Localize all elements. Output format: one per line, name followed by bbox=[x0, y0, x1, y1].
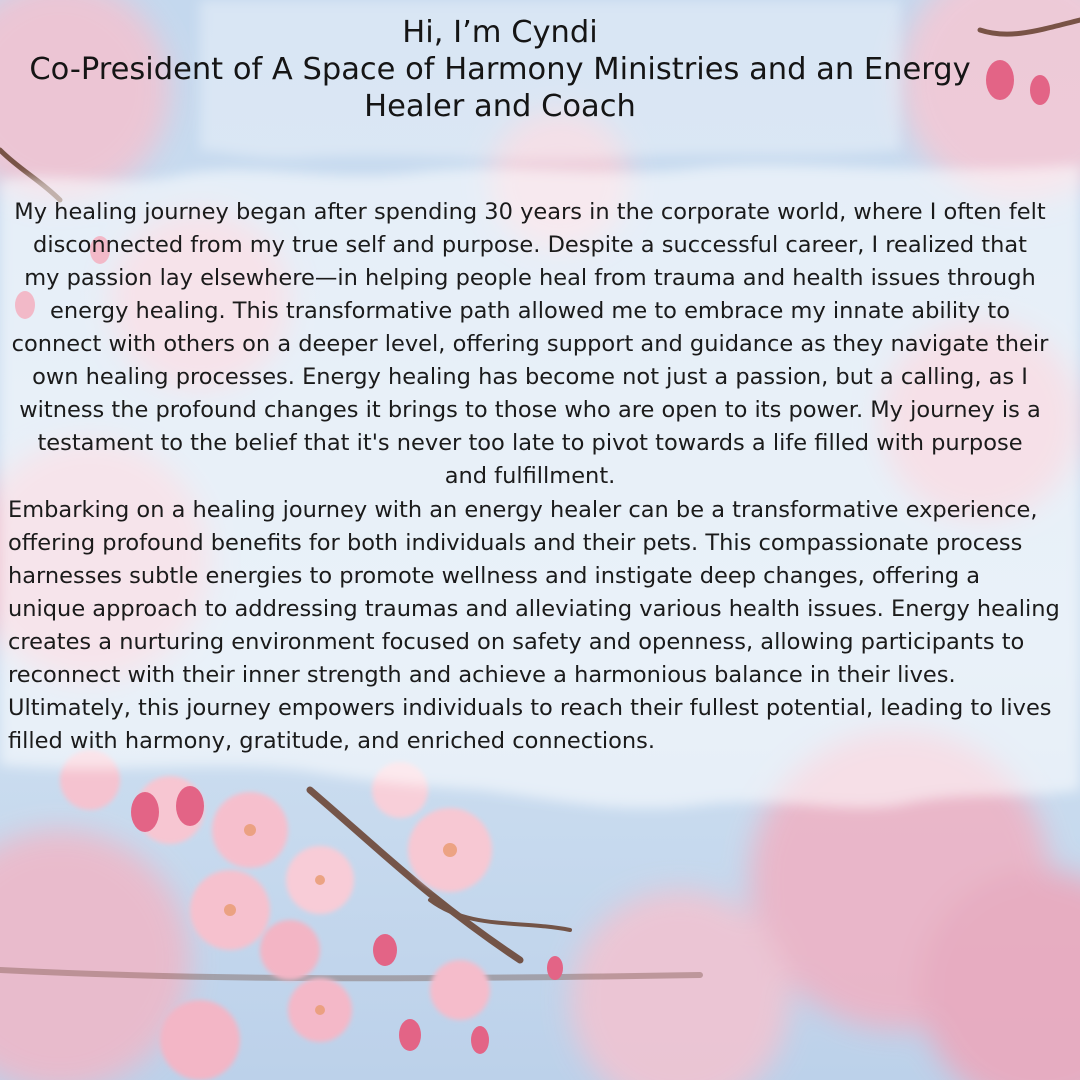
paragraph-line: my passion lay elsewhere—in helping people heal from trauma and health issues through bbox=[24, 265, 1036, 291]
title-line-2: Healer and Coach bbox=[364, 89, 636, 124]
paragraph-line: disconnected from my true self and purpose. Despite a successful career, I realized that bbox=[33, 232, 1027, 258]
paragraph-line: energy healing. This transformative path allowed me to embrace my innate ability to bbox=[50, 298, 1010, 324]
greeting-heading: Hi, I’m Cyndi bbox=[402, 15, 598, 50]
paragraph-line: testament to the belief that it's never too late to pivot towards a life filled with purpose bbox=[37, 430, 1023, 456]
paragraph-line: harnesses subtle energies to promote wellness and instigate deep changes, offering a bbox=[8, 563, 981, 589]
paragraph-line: own healing processes. Energy healing has become not just a passion, but a calling, as I bbox=[32, 364, 1028, 390]
paragraph-line: My healing journey began after spending 30 years in the corporate world, where I often felt bbox=[14, 199, 1046, 225]
paragraph-line: connect with others on a deeper level, offering support and guidance as they navigate their bbox=[11, 331, 1049, 357]
paragraph-line: offering profound benefits for both individuals and their pets. This compassionate process bbox=[8, 530, 1023, 556]
paragraph-line: filled with harmony, gratitude, and enriched connections. bbox=[8, 728, 656, 754]
paragraph-line: creates a nurturing environment focused on safety and openness, allowing participants to bbox=[8, 629, 1025, 655]
paragraph-line: witness the profound changes it brings to those who are open to its power. My journey is a bbox=[19, 397, 1041, 423]
healing-journey-paragraph bbox=[0, 196, 1060, 493]
paragraph-line: Embarking on a healing journey with an energy healer can be a transformative experience, bbox=[8, 497, 1038, 523]
title-line-1: Co-President of A Space of Harmony Ministries and an Energy bbox=[29, 52, 971, 87]
paragraph-line: reconnect with their inner strength and achieve a harmonious balance in their lives. bbox=[8, 662, 956, 688]
paragraph-line: Ultimately, this journey empowers individuals to reach their fullest potential, leading to lives bbox=[8, 695, 1052, 721]
paragraph-line: unique approach to addressing traumas and alleviating various health issues. Energy healing bbox=[8, 596, 1060, 622]
energy-healing-benefits-paragraph bbox=[8, 494, 1078, 758]
paragraph-line: and fulfillment. bbox=[444, 463, 616, 489]
header bbox=[0, 14, 1000, 125]
